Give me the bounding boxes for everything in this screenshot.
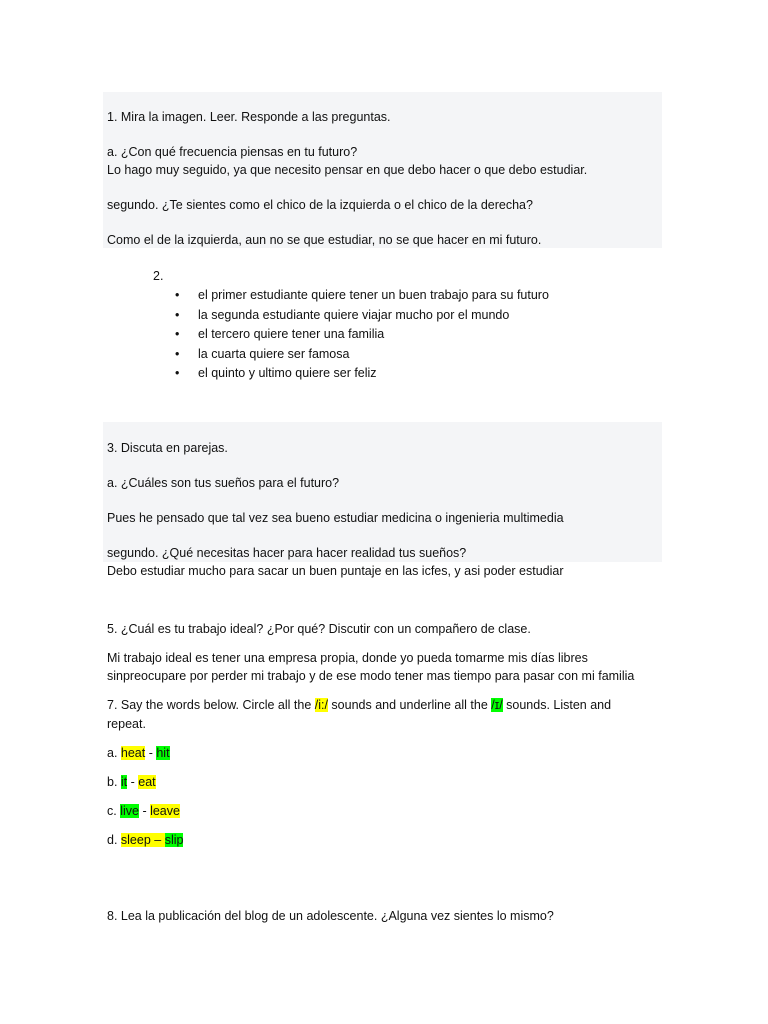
section2-list <box>154 287 549 385</box>
bullet-icon: • <box>175 288 180 302</box>
list-item-text: el primer estudiante quiere tener un buen trabajo para su futuro <box>198 288 549 302</box>
list-item <box>154 326 549 346</box>
word-long-i: sleep <box>120 833 151 847</box>
pair-prefix: b. <box>107 775 121 789</box>
section5-heading: 5. ¿Cuál es tu trabajo ideal? ¿Por qué? Discutir con un compañero de clase. <box>107 622 531 636</box>
bullet-icon: • <box>175 327 180 342</box>
section5-answer-line1: Mi trabajo ideal es tener una empresa propia, donde yo pueda tomarme mis días libres <box>107 651 588 665</box>
pair-prefix: c. <box>107 804 121 818</box>
section1-question-b: segundo. ¿Te sientes como el chico de la izquierda o el chico de la derecha? <box>107 198 533 212</box>
pair-separator: – <box>150 833 165 847</box>
list-item-text: el quinto y ultimo quiere ser feliz <box>198 366 377 381</box>
list-item <box>154 365 549 385</box>
section7-heading-line2: repeat. <box>107 717 146 731</box>
section3-question-a: a. ¿Cuáles son tus sueños para el futuro? <box>107 476 340 490</box>
section1-answer-a: Lo hago muy seguido, ya que necesito pensar en que debo hacer o que debo estudiar. <box>107 163 588 177</box>
section7-heading-text: sounds. Listen and <box>502 698 612 712</box>
section1-answer-b: Como el de la izquierda, aun no se que estudiar, no se que hacer en mi futuro. <box>107 233 542 247</box>
word-short-i: live <box>120 804 139 818</box>
list-item-text: el tercero quiere tener una familia <box>198 327 385 342</box>
section5-answer-line2: sinpreocupare por perder mi trabajo y de ese modo tener mas tiempo para pasar con mi familia <box>107 669 635 683</box>
section8-heading: 8. Lea la publicación del blog de un adolescente. ¿Alguna vez sientes lo mismo? <box>107 909 554 923</box>
pair-separator: - <box>127 775 139 789</box>
section1-question-a: a. ¿Con qué frecuencia piensas en tu futuro? <box>107 145 358 159</box>
word-short-i: hit <box>156 746 170 760</box>
section3-answer-a: Pues he pensado que tal vez sea bueno estudiar medicina o ingenieria multimedia <box>107 511 564 525</box>
bullet-icon: • <box>175 346 180 361</box>
list-item <box>154 307 549 327</box>
short-i-sound: /ɪ/ <box>491 698 503 712</box>
list-item <box>154 287 549 307</box>
word-long-i: leave <box>150 804 180 818</box>
list-item-text: la cuarta quiere ser famosa <box>198 346 350 361</box>
section3-heading: 3. Discuta en parejas. <box>107 441 228 455</box>
word-pair-a <box>107 745 170 762</box>
word-short-i: it <box>120 775 128 789</box>
bullet-icon: • <box>175 366 180 381</box>
pair-prefix: d. <box>107 833 121 847</box>
word-pair-b <box>107 774 156 791</box>
section3-answer-b: Debo estudiar mucho para sacar un buen puntaje en las icfes, y asi poder estudiar <box>107 564 564 578</box>
pair-separator: - <box>145 746 157 760</box>
pair-prefix: a. <box>107 746 121 760</box>
word-long-i: eat <box>138 775 156 789</box>
word-pair-c <box>107 803 180 820</box>
word-long-i: heat <box>120 746 146 760</box>
section1-heading: 1. Mira la imagen. Leer. Responde a las preguntas. <box>107 110 391 124</box>
pair-separator: - <box>138 804 151 818</box>
word-short-i: slip <box>164 833 184 847</box>
bullet-icon: • <box>175 307 180 322</box>
section7-heading <box>107 697 611 714</box>
list-item-text: la segunda estudiante quiere viajar mucho por el mundo <box>198 307 510 322</box>
word-pair-d <box>107 832 183 849</box>
section7-heading-text: 7. Say the words below. Circle all the <box>107 698 315 712</box>
section2-number: 2. <box>153 269 164 283</box>
section7-heading-text: sounds and underline all the <box>327 698 492 712</box>
section3-question-b: segundo. ¿Qué necesitas hacer para hacer realidad tus sueños? <box>107 546 467 560</box>
long-i-sound: /i:/ <box>314 698 328 712</box>
list-item <box>154 346 549 366</box>
